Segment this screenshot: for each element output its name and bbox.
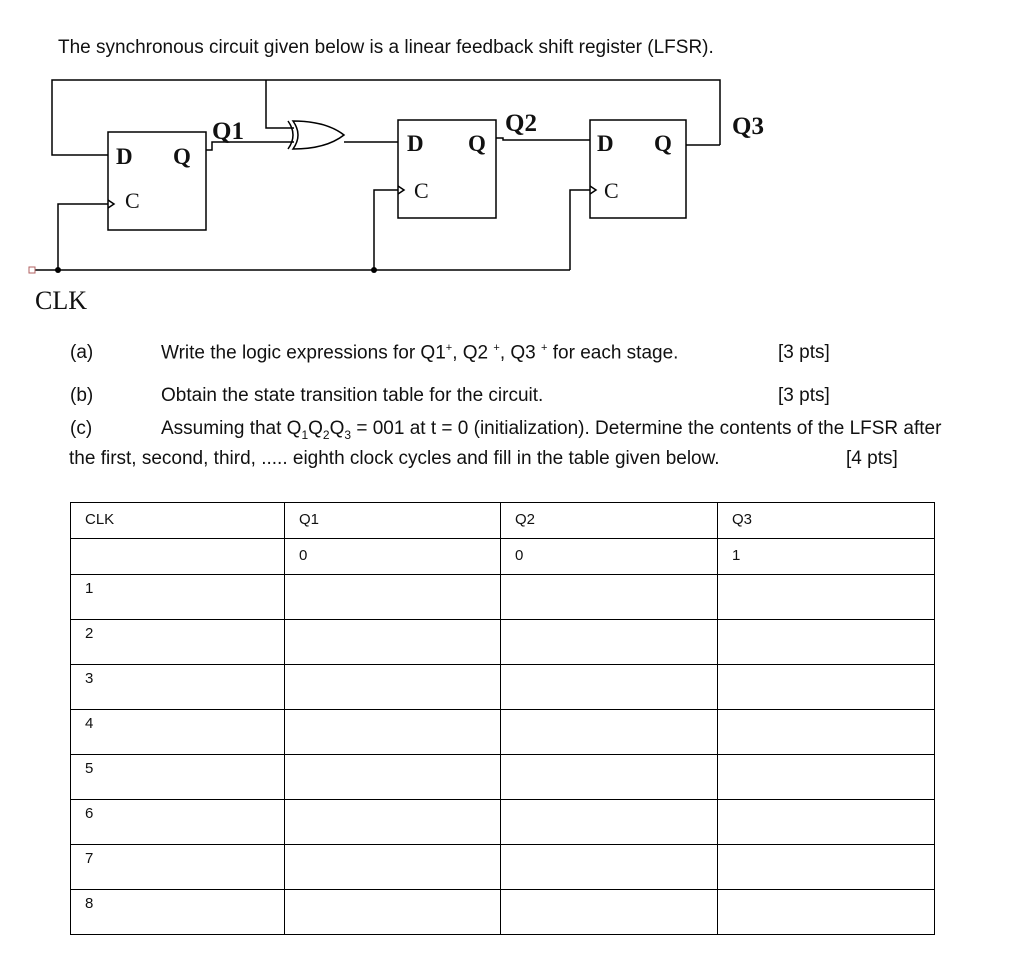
- question-c-line2: the first, second, third, ..... eighth clock cycles and fill in the table given below.: [69, 448, 720, 469]
- q3-answer-cell[interactable]: [718, 890, 935, 935]
- clk-label: CLK: [35, 286, 87, 315]
- question-b-label: (b): [70, 385, 94, 406]
- q2-answer-cell[interactable]: [501, 755, 718, 800]
- clk-cell: 7: [71, 845, 285, 890]
- question-b-text: Obtain the state transition table for the circuit.: [161, 385, 544, 406]
- init-q3-cell: 1: [718, 539, 935, 575]
- ff2-c-label: C: [414, 178, 429, 203]
- ff3-q-label: Q: [654, 131, 672, 156]
- q1-answer-cell[interactable]: [285, 890, 501, 935]
- table-row: [71, 845, 935, 890]
- q1-answer-cell[interactable]: [285, 710, 501, 755]
- clk-cell: 5: [71, 755, 285, 800]
- q1-answer-cell[interactable]: [285, 620, 501, 665]
- q3-label: Q3: [732, 113, 764, 140]
- ff2-q-label: Q: [468, 131, 486, 156]
- question-c-label: (c): [70, 418, 93, 439]
- clk-cell: 4: [71, 710, 285, 755]
- clk-cell: 2: [71, 620, 285, 665]
- q1-answer-cell[interactable]: [285, 665, 501, 710]
- q2-answer-cell[interactable]: [501, 620, 718, 665]
- q2-answer-cell[interactable]: [501, 800, 718, 845]
- lfsr-circuit-diagram: [0, 70, 1024, 330]
- clk-cell: 1: [71, 575, 285, 620]
- header-q3: Q3: [718, 503, 935, 539]
- q3-answer-cell[interactable]: [718, 710, 935, 755]
- q3-answer-cell[interactable]: [718, 665, 935, 710]
- q1-answer-cell[interactable]: [285, 845, 501, 890]
- xor-gate: [288, 121, 293, 149]
- q1-answer-cell[interactable]: [285, 800, 501, 845]
- init-q1-cell: 0: [285, 539, 501, 575]
- question-a-label: (a): [70, 342, 94, 363]
- q3-answer-cell[interactable]: [718, 845, 935, 890]
- clk-cell: 3: [71, 665, 285, 710]
- q1-answer-cell[interactable]: [285, 575, 501, 620]
- ff1-q-label: Q: [173, 144, 191, 169]
- question-a-points: [3 pts]: [778, 342, 830, 363]
- table-row: [71, 620, 935, 665]
- clk-cell: 6: [71, 800, 285, 845]
- table-row: [71, 575, 935, 620]
- ff1-c-label: C: [125, 188, 140, 213]
- q2-answer-cell[interactable]: [501, 665, 718, 710]
- xor-feedback-wire: [266, 80, 294, 128]
- table-row: [71, 800, 935, 845]
- ff1-d-label: D: [116, 144, 133, 169]
- header-q1: Q1: [285, 503, 501, 539]
- q2-answer-cell[interactable]: [501, 845, 718, 890]
- header-q2: Q2: [501, 503, 718, 539]
- question-c-points: [4 pts]: [846, 448, 898, 469]
- question-c-text: Assuming that $Q_1Q_2Q_3 = 001$ at t = 0 (initialization). Determine the contents of the LFSR after: [161, 418, 942, 442]
- init-q2-cell: 0: [501, 539, 718, 575]
- lfsr-state-table: [70, 502, 935, 935]
- question-b-points: [3 pts]: [778, 385, 830, 406]
- q1-label: Q1: [212, 118, 244, 145]
- intro-text: The synchronous circuit given below is a linear feedback shift register (LFSR).: [58, 37, 714, 58]
- table-row: [71, 890, 935, 935]
- q2-answer-cell[interactable]: [501, 710, 718, 755]
- ff2-d-label: D: [407, 131, 424, 156]
- q3-answer-cell[interactable]: [718, 755, 935, 800]
- q2-answer-cell[interactable]: [501, 575, 718, 620]
- table-row: [71, 710, 935, 755]
- q3-answer-cell[interactable]: [718, 800, 935, 845]
- table-row-initial: [71, 539, 935, 575]
- init-clk-cell: [71, 539, 285, 575]
- q2-wire: [496, 138, 590, 140]
- header-clk: CLK: [71, 503, 285, 539]
- question-a-text: Write the logic expressions for Q1+, Q2 +, Q3 + for each stage.: [161, 342, 679, 364]
- q2-answer-cell[interactable]: [501, 890, 718, 935]
- ff3-c-label: C: [604, 178, 619, 203]
- table-row: [71, 665, 935, 710]
- q3-answer-cell[interactable]: [718, 620, 935, 665]
- clk-cell: 8: [71, 890, 285, 935]
- q3-answer-cell[interactable]: [718, 575, 935, 620]
- feedback-wire: [52, 80, 720, 155]
- table-row: [71, 755, 935, 800]
- q1-answer-cell[interactable]: [285, 755, 501, 800]
- table-header-row: [71, 503, 935, 539]
- ff3-d-label: D: [597, 131, 614, 156]
- q2-label: Q2: [505, 110, 537, 137]
